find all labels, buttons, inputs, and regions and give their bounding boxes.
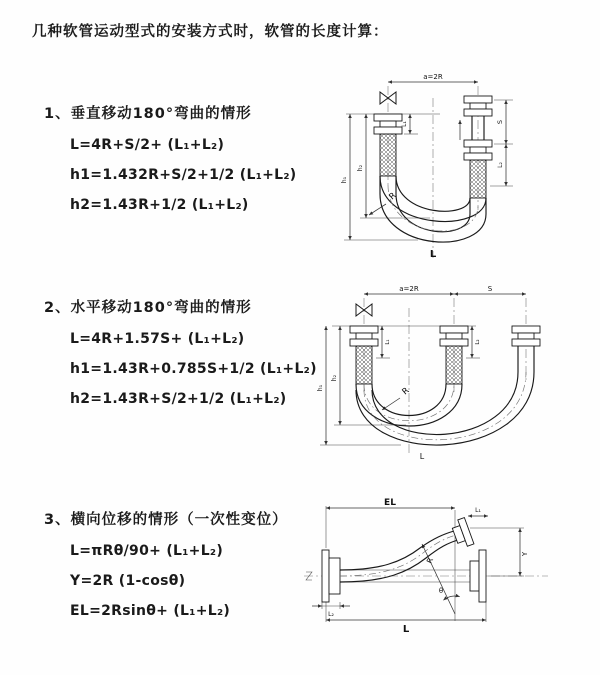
centerlines xyxy=(364,298,526,456)
section-heading: 2、水平移动180°弯曲的情形 xyxy=(44,300,252,316)
length-label: L xyxy=(402,624,410,635)
centerlines xyxy=(304,510,548,621)
formula-line: L=πRθ/90+ (L₁+L₂) xyxy=(70,543,224,559)
hose-u-bends xyxy=(356,346,534,445)
dim-label-s: S xyxy=(487,285,493,293)
length-label: L xyxy=(429,249,437,260)
dim-label-l1: L₁ xyxy=(385,339,391,345)
dimension-lines xyxy=(344,82,513,240)
dim-label-l2: L₂ xyxy=(475,339,481,345)
braided-hose-right xyxy=(470,160,486,198)
s-curve-hose xyxy=(340,531,458,582)
diagram-lateral-displacement xyxy=(298,496,598,638)
braided-hose-left xyxy=(380,134,396,176)
dim-label-l1: L₁ xyxy=(475,507,481,514)
left-flange xyxy=(374,114,402,134)
page-title: 几种软管运动型式的安装方式时，软管的长度计算： xyxy=(32,24,389,40)
dim-label-s: S xyxy=(496,119,504,125)
flange-upper xyxy=(450,518,474,549)
section-heading: 3、横向位移的情形（一次性变位） xyxy=(44,512,288,528)
flange-left xyxy=(350,326,378,346)
braided-hose-middle xyxy=(446,346,462,384)
length-label: L xyxy=(419,452,425,461)
formula-line: Y=2R (1-cosθ) xyxy=(70,573,186,589)
flange-right xyxy=(512,326,540,346)
dim-label-h2: h₂ xyxy=(357,164,364,172)
section-horizontal-movement xyxy=(44,296,317,407)
section-heading: 1、垂直移动180°弯曲的情形 xyxy=(44,106,252,122)
dim-label-l2: L₂ xyxy=(497,162,504,168)
section-lateral-displacement xyxy=(44,508,288,619)
flange-left xyxy=(322,550,340,602)
dim-label-a2r: a=2R xyxy=(423,73,443,81)
dim-label-y: Y xyxy=(521,551,529,557)
section-vertical-movement xyxy=(44,102,297,213)
braided-hose-left xyxy=(356,346,372,384)
formula-line: h1=1.432R+S/2+1/2 (L₁+L₂) xyxy=(70,167,297,183)
radius-label: R xyxy=(424,556,436,565)
flange-right xyxy=(470,550,486,602)
formula-line: EL=2Rsinθ+ (L₁+L₂) xyxy=(70,603,231,619)
diagram-horizontal-180-bend-svg xyxy=(306,280,586,466)
formula-line: h1=1.43R+0.785S+1/2 (L₁+L₂) xyxy=(70,361,317,377)
radius-label: R xyxy=(400,385,412,398)
dim-label-h2: h₂ xyxy=(331,374,338,382)
diagram-horizontal-180-bend xyxy=(306,280,586,466)
formula-line: L=4R+S/2+ (L₁+L₂) xyxy=(70,137,225,153)
dim-label-el: EL xyxy=(384,498,396,508)
dim-label-l2: L₂ xyxy=(328,611,334,618)
diagram-vertical-180-bend-svg xyxy=(310,68,588,263)
formula-line: h2=1.43R+1/2 (L₁+L₂) xyxy=(70,197,249,213)
dim-label-h1: h₁ xyxy=(317,384,324,392)
diagram-vertical-180-bend xyxy=(310,68,588,263)
right-flange-upper xyxy=(464,96,492,116)
right-flange-lower xyxy=(464,140,492,160)
diagram-lateral-displacement-svg xyxy=(298,496,598,638)
formula-line: L=4R+1.57S+ (L₁+L₂) xyxy=(70,331,245,347)
formula-line: h2=1.43R+S/2+1/2 (L₁+L₂) xyxy=(70,391,287,407)
flange-middle xyxy=(440,326,468,346)
dim-label-l1: L₁ xyxy=(401,121,408,127)
dim-label-h1: h₁ xyxy=(341,176,348,184)
radius-label: R xyxy=(387,190,399,203)
dim-label-a2r: a=2R xyxy=(399,285,419,293)
angle-label: θ xyxy=(438,587,444,595)
dimension-lines xyxy=(320,294,526,445)
